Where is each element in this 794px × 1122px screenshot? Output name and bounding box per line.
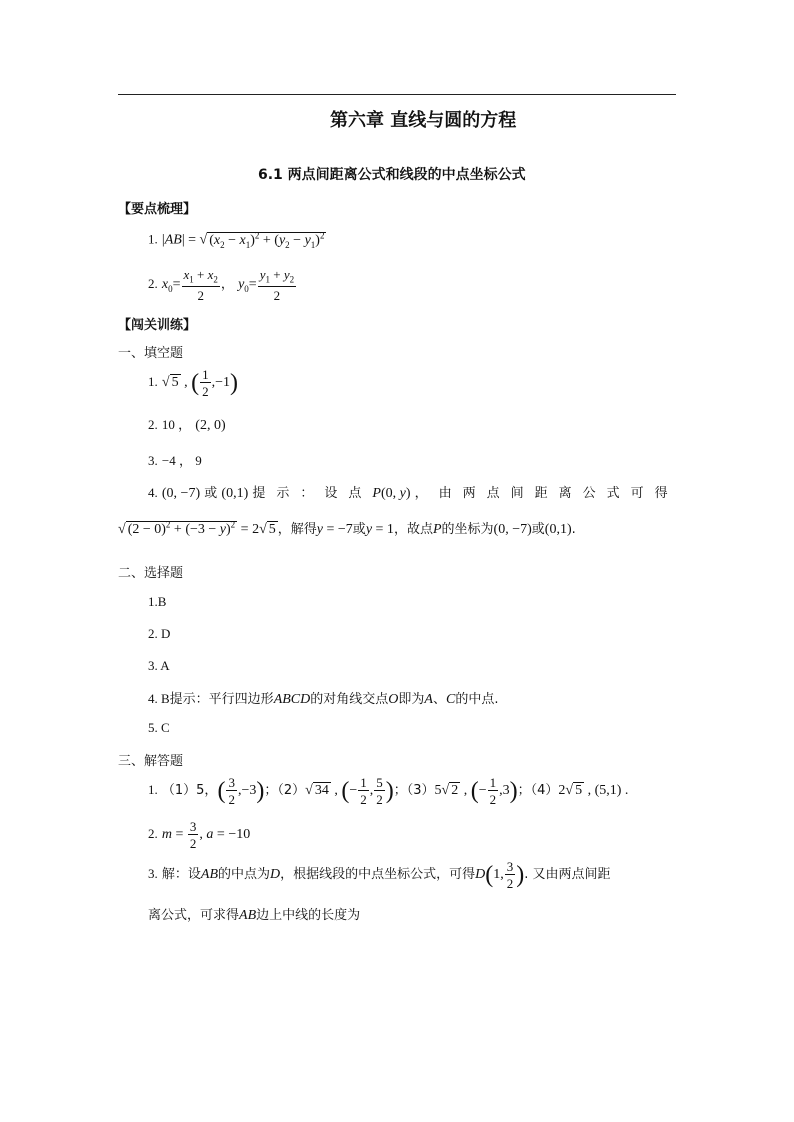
fill-q2: 2. 10 ， (2, 0) xyxy=(148,417,226,433)
fill-q4-line2: √ $(2 - 0)^2 + (-3 - y)^2 = 2√$ 5 ，解得y = −7或y = 1，故点P的坐标为(0, −7)或(0,1). xyxy=(118,519,576,537)
chapter-title: 第六章 直线与圆的方程 xyxy=(330,110,517,131)
midpoint-formula: $x_0=$ $\frac{x_1 + x_2}{2}$ xyxy=(161,267,218,303)
key-point-1: 1. |AB| = √ $(x_2 - x_1)^2 + (y_2 - y_1)^2$ xyxy=(148,230,325,250)
solve-q1: 1. （1）5，( $\frac{3}{2}$ ,−3)；（2）√ 34 , (− $\frac{1}{2}$ , $\frac{5}{2}$ )；（3）5√ 2 , (− $\frac{1}{2}$ ,3)；（4）2√ 5 , (5,1) . xyxy=(148,775,629,807)
key-point-2: 2. $x_0=$ $\frac{x_1 + x_2}{2}$ ， $y_0=$ $\frac{y_1 + y_2}{2}$ xyxy=(148,267,295,303)
solve-q2: 2. m = $\frac{3}{2}$ , a = −10 xyxy=(148,819,251,851)
solve-q3-line1: 3. 解：设AB的中点为D，根据线段的中点坐标公式，可得D(1, $\frac{3}{2}$ ). 又由两点间距 xyxy=(148,859,611,891)
choice-q4: 4. B提示：平行四边形ABCD的对角线交点O即为A、C的中点. xyxy=(148,691,499,707)
solve-q3-line2: 离公式，可求得AB边上中线的长度为 xyxy=(148,908,361,923)
section-title: 6.1 两点间距离公式和线段的中点坐标公式 xyxy=(258,167,526,183)
fill-q4-line1: 4. (0, −7) 或 (0,1) 提示：设点P(0, y) ，由两点间距离公式可得 xyxy=(148,485,679,501)
top-rule xyxy=(118,94,676,95)
fill-q1: 1. √ 5 , ( $\frac{1}{2}$ ,−1) xyxy=(148,367,238,399)
key-points-header: 【要点梳理】 xyxy=(118,202,197,217)
choice-header: 二、选择题 xyxy=(118,566,184,581)
choice-q1: 1.B xyxy=(148,594,167,609)
choice-q5: 5. C xyxy=(148,720,170,735)
fill-header: 一、填空题 xyxy=(118,346,184,361)
solve-header: 三、解答题 xyxy=(118,754,184,769)
choice-q2: 2. D xyxy=(148,626,171,641)
fill-q3: 3. −4 ， 9 xyxy=(148,453,202,468)
distance-formula: |AB| = √ $(x_2 - x_1)^2 + (y_2 - y_1)^2$ xyxy=(161,230,325,250)
choice-q3: 3. A xyxy=(148,658,170,673)
training-header: 【闯关训练】 xyxy=(118,318,197,333)
